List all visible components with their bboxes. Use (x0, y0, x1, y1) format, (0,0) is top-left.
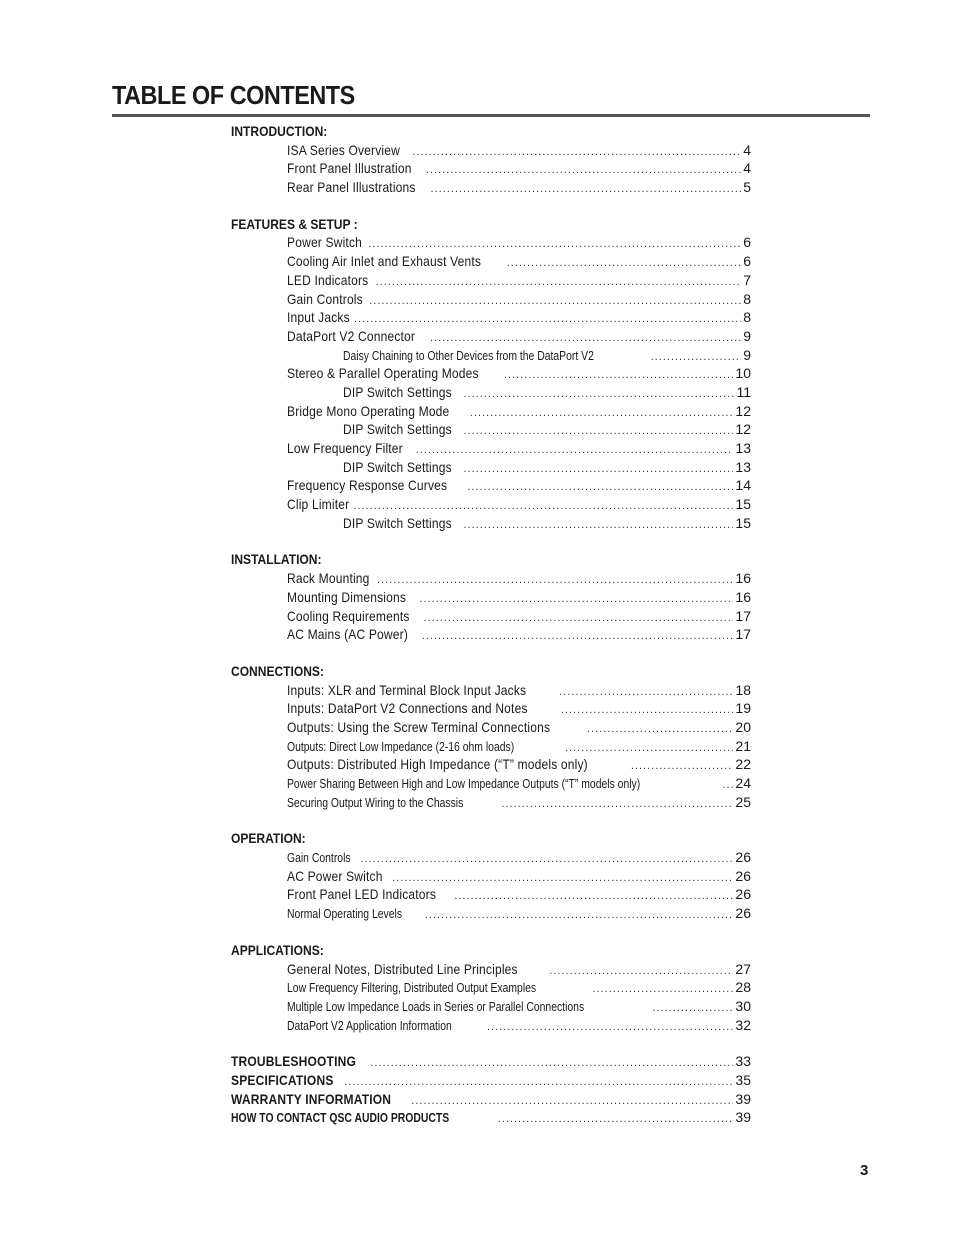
toc-entry-text: DIP Switch Settings (343, 514, 452, 531)
section-heading: INSTALLATION: (231, 551, 322, 568)
dot-leader (561, 699, 734, 720)
toc-entry-text: Gain Controls (287, 850, 351, 866)
dot-leader (592, 978, 733, 999)
toc-entry-page: 25 (735, 793, 751, 810)
toc-entry-text: HOW TO CONTACT QSC AUDIO PRODUCTS (231, 1110, 450, 1126)
toc-entry[interactable] (287, 997, 751, 1016)
section-operation (231, 829, 751, 922)
dot-leader (369, 290, 741, 311)
toc-entry-text: Power Switch (287, 234, 363, 251)
toc-entry-text: Daisy Chaining to Other Devices from the DataPort V2 (343, 347, 594, 363)
dot-leader (360, 848, 733, 869)
toc-entry-page: 8 (743, 290, 751, 307)
dot-leader (376, 271, 742, 292)
toc-entry[interactable] (287, 774, 751, 793)
dot-leader (470, 402, 734, 423)
toc-entry-text: Input Jacks (287, 309, 350, 326)
dot-leader (559, 681, 733, 702)
section-installation (231, 550, 751, 643)
toc-entry-page: 39 (735, 1090, 751, 1107)
toc-entry[interactable] (287, 885, 751, 904)
dot-leader (424, 607, 734, 628)
section-heading: CONNECTIONS: (231, 662, 324, 679)
section-connections (231, 662, 751, 812)
toc-entry[interactable] (287, 476, 751, 495)
toc-entry[interactable] (287, 569, 751, 588)
toc-entry[interactable] (287, 978, 751, 997)
toc-entry-text: WARRANTY INFORMATION (231, 1090, 392, 1107)
toc-entry-text: Outputs: Direct Low Impedance (2-16 ohm loads) (287, 738, 515, 754)
toc-entry-page: 26 (735, 905, 751, 922)
toc-entry-text: Cooling Requirements (287, 607, 410, 624)
toc-entry-page: 26 (735, 849, 751, 866)
toc-entry[interactable] (287, 233, 751, 252)
dot-leader (344, 1071, 733, 1092)
toc-entry-page: 26 (735, 867, 751, 884)
toc-entry-page: 6 (743, 253, 751, 270)
toc-entry-text: Stereo & Parallel Operating Modes (287, 365, 479, 382)
toc-entry-text: Frequency Response Curves (287, 477, 448, 494)
toc-entry-text: Normal Operating Levels (287, 906, 403, 922)
section-heading: FEATURES & SETUP : (231, 215, 358, 232)
toc-entry-text: DIP Switch Settings (343, 421, 452, 438)
toc-entry-text: Inputs: DataPort V2 Connections and Notes (287, 700, 528, 717)
toc-entry-text: Gain Controls (287, 290, 363, 307)
toc-entry[interactable] (287, 960, 751, 979)
toc-entry[interactable] (287, 439, 751, 458)
toc-entry-text: Securing Output Wiring to the Chassis (287, 794, 464, 810)
dot-leader (411, 1090, 733, 1111)
toc-entry-contact[interactable] (231, 1108, 751, 1127)
dot-leader (549, 960, 733, 981)
section-features-setup (231, 215, 751, 533)
toc-entry-page: 9 (743, 346, 751, 363)
section-heading: APPLICATIONS: (231, 941, 324, 958)
section-applications (231, 941, 751, 1034)
toc-entry-page: 16 (735, 588, 751, 605)
toc-entry-text: Multiple Low Impedance Loads in Series or Parallel Connections (287, 998, 585, 1014)
dot-leader (464, 458, 734, 479)
toc-entry-page: 15 (735, 496, 751, 513)
toc-entry-text: Mounting Dimensions (287, 588, 407, 605)
dot-leader (587, 718, 733, 739)
toc-entry[interactable] (287, 141, 751, 160)
toc-entry[interactable] (287, 252, 751, 271)
section-heading: INTRODUCTION: (231, 123, 328, 139)
toc-entry[interactable] (287, 848, 751, 867)
dot-leader (464, 383, 735, 404)
toc-entry-text: Outputs: Distributed High Impedance (“T” models only) (287, 756, 588, 773)
toc-entry-text: TROUBLESHOOTING (231, 1053, 356, 1070)
toc-entry[interactable] (287, 737, 751, 756)
toc-entry-text: Bridge Mono Operating Mode (287, 402, 450, 419)
toc-entry[interactable] (287, 755, 751, 774)
dot-leader (504, 364, 733, 385)
toc-entry[interactable] (287, 290, 751, 309)
dot-leader (353, 495, 733, 516)
toc-entry-page: 32 (735, 1016, 751, 1033)
toc-subentry[interactable] (343, 458, 751, 477)
toc-entry-page: 19 (735, 700, 751, 717)
toc-entry[interactable] (287, 607, 751, 626)
toc-entry-page: 16 (735, 570, 751, 587)
dot-leader (507, 252, 742, 273)
toc-entry-specifications[interactable] (231, 1071, 751, 1090)
toc-subentry[interactable] (343, 346, 751, 365)
dot-leader (426, 159, 741, 180)
toc-entry-text: Front Panel LED Indicators (287, 886, 437, 903)
toc-entry-page: 21 (735, 737, 751, 754)
toc-entry[interactable] (287, 178, 751, 197)
toc-entry-page: 30 (735, 997, 751, 1014)
toc-entry[interactable] (287, 271, 751, 290)
toc-entry[interactable] (287, 867, 751, 886)
toc-entry-text: General Notes, Distributed Line Principles (287, 960, 518, 977)
toc-entry[interactable] (287, 625, 751, 644)
toc-subentry[interactable] (343, 383, 751, 402)
toc-entry-text: DataPort V2 Application Information (287, 1017, 452, 1033)
dot-leader (431, 178, 742, 199)
toc-entry-page: 39 (735, 1109, 751, 1126)
toc-entry-page: 20 (735, 718, 751, 735)
dot-leader (412, 141, 741, 162)
dot-leader (467, 476, 733, 497)
toc-entry-page: 26 (735, 886, 751, 903)
toc-entry-troubleshooting[interactable] (231, 1052, 751, 1071)
dot-leader (422, 625, 734, 646)
toc-entry[interactable] (287, 793, 751, 812)
dot-leader (425, 904, 734, 925)
toc-entry-text: DataPort V2 Connector (287, 327, 416, 344)
toc-entry-warranty[interactable] (231, 1090, 751, 1109)
toc-entry-text: AC Mains (AC Power) (287, 626, 409, 643)
dot-leader (501, 793, 733, 814)
page-number: 3 (860, 1162, 869, 1179)
dot-leader (498, 1108, 734, 1129)
toc-entry[interactable] (287, 327, 751, 346)
toc-entry[interactable] (287, 364, 751, 383)
toc-entry-text: DIP Switch Settings (343, 383, 452, 400)
dot-leader (565, 737, 733, 758)
toc-entry-page: 17 (735, 626, 751, 643)
toc-entry-text: Low Frequency Filter (287, 440, 403, 456)
dot-leader (651, 346, 742, 367)
dot-leader (416, 439, 734, 460)
dot-leader (368, 233, 741, 254)
toc-entry[interactable] (287, 402, 751, 421)
toc-entry-text: Inputs: XLR and Terminal Block Input Jacks (287, 681, 527, 698)
toc-entry-page: 15 (735, 514, 751, 531)
toc-entry-text: Rack Mounting (287, 570, 370, 587)
toc-entry[interactable] (287, 681, 751, 700)
toc-entry-text: Power Sharing Between High and Low Impedance Outputs (“T” models only) (287, 776, 641, 791)
toc-entry[interactable] (287, 308, 751, 327)
dot-leader (631, 755, 734, 776)
toc-entry-page: 14 (735, 477, 751, 494)
dot-leader (454, 885, 733, 906)
toc-entry[interactable] (287, 904, 751, 923)
toc-entry-page: 8 (743, 309, 751, 326)
dot-leader (377, 569, 733, 590)
dot-leader (723, 774, 734, 795)
dot-leader (652, 997, 733, 1018)
toc-entry-page: 35 (735, 1071, 751, 1088)
toc-entry-page: 27 (735, 960, 751, 977)
toc-entry-page: 7 (743, 271, 751, 288)
toc-entry[interactable] (287, 1016, 751, 1035)
toc-entry-text: AC Power Switch (287, 867, 383, 884)
toc-entry-text: Low Frequency Filtering, Distributed Output Examples (287, 980, 537, 996)
title-rule (112, 114, 870, 117)
toc-entry-page: 9 (743, 327, 751, 344)
toc-entry[interactable] (287, 159, 751, 178)
toc-entry-page: 22 (735, 756, 751, 773)
toc-entry-text: Outputs: Using the Screw Terminal Connections (287, 718, 551, 735)
dot-leader (464, 514, 734, 535)
toc-entry-page: 33 (735, 1053, 751, 1070)
toc-entry-page: 24 (735, 775, 751, 791)
page-title: TABLE OF CONTENTS (112, 80, 355, 110)
toc-entry-page: 4 (743, 160, 751, 177)
toc-entry-text: SPECIFICATIONS (231, 1071, 334, 1088)
dot-leader (487, 1016, 733, 1037)
toc-entry-text: Rear Panel Illustrations (287, 179, 416, 196)
dot-leader (430, 327, 741, 348)
dot-leader (370, 1052, 733, 1073)
toc-entry-text: Front Panel Illustration (287, 160, 412, 177)
toc-entry-page: 13 (735, 458, 751, 475)
toc-entry-text: ISA Series Overview (287, 141, 401, 158)
toc-entry-text: Clip Limiter (287, 496, 350, 513)
toc-entry[interactable] (287, 718, 751, 737)
toc-entry-page: 6 (743, 234, 751, 251)
toc-entry-page: 10 (735, 365, 751, 382)
toc-entry-page: 13 (735, 440, 751, 456)
dot-leader (419, 588, 733, 609)
section-appendix (231, 1052, 751, 1127)
toc-entry-page: 11 (736, 383, 751, 400)
toc-entry-page: 17 (735, 607, 751, 624)
toc-entry-page: 12 (735, 402, 751, 419)
toc-entry[interactable] (287, 699, 751, 718)
toc-entry-page: 18 (735, 681, 751, 698)
dot-leader (464, 420, 734, 441)
toc-entry-page: 4 (743, 141, 751, 158)
toc-entry-text: DIP Switch Settings (343, 458, 452, 475)
dot-leader (354, 308, 741, 329)
table-of-contents (231, 122, 751, 1127)
dot-leader (392, 867, 733, 888)
toc-entry-page: 12 (735, 421, 751, 438)
toc-subentry[interactable] (343, 514, 751, 533)
toc-entry[interactable] (287, 495, 751, 514)
section-heading: OPERATION: (231, 830, 306, 847)
toc-subentry[interactable] (343, 420, 751, 439)
toc-entry-page: 5 (743, 179, 751, 196)
toc-entry-text: Cooling Air Inlet and Exhaust Vents (287, 253, 482, 270)
toc-entry-text: LED Indicators (287, 271, 369, 288)
toc-entry-page: 28 (735, 979, 751, 996)
section-introduction (231, 122, 751, 197)
toc-entry[interactable] (287, 588, 751, 607)
